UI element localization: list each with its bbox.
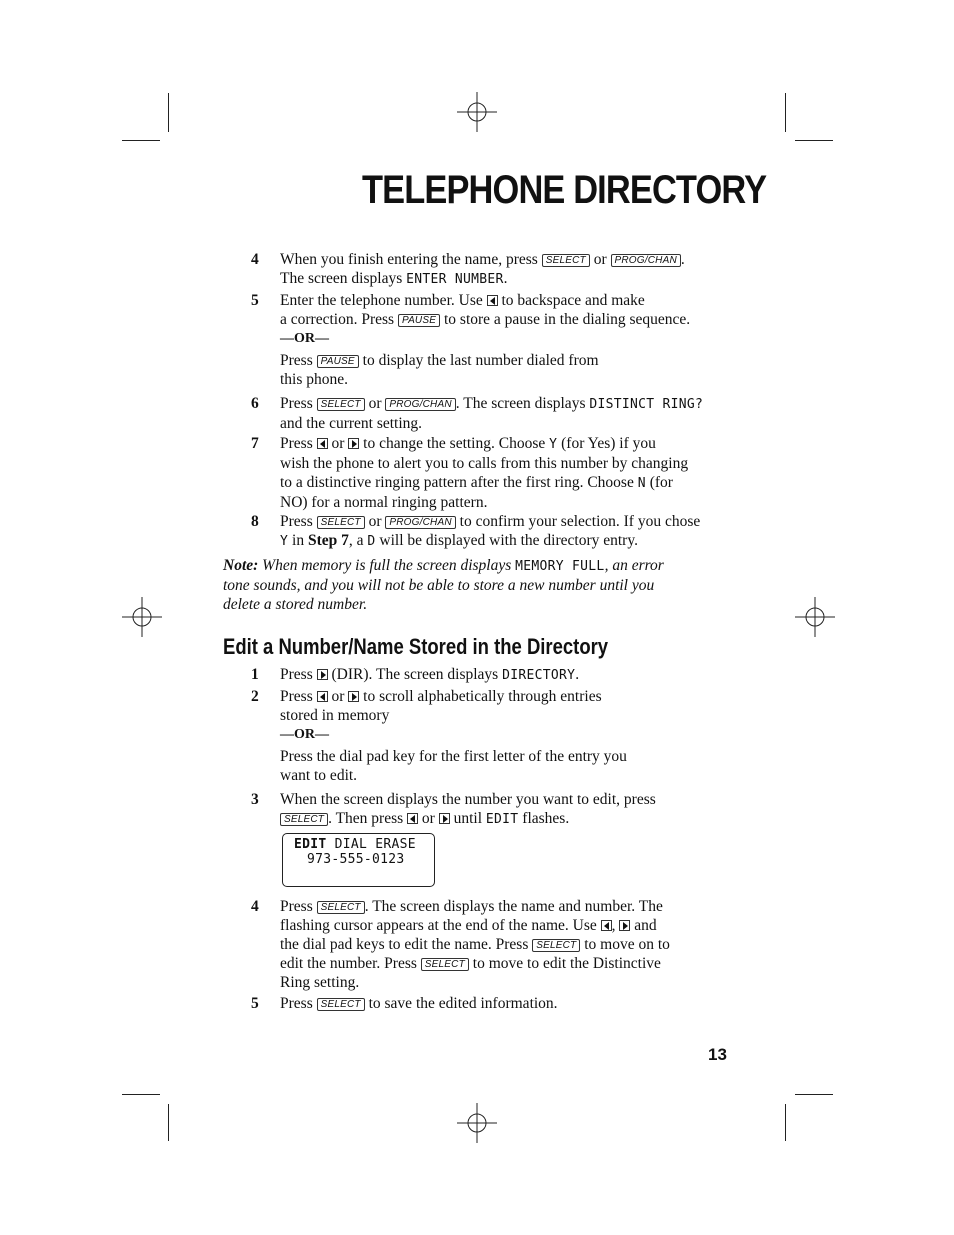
select-key: SELECT [532,939,580,952]
lcd-text: DIRECTORY [502,668,576,683]
prog-chan-key: PROG/CHAN [385,398,455,411]
step-number: 5 [251,292,259,309]
right-arrow-key-icon [348,438,359,449]
step-number: 4 [251,251,259,268]
page-number: 13 [708,1045,727,1064]
lcd-text: Y [549,437,558,452]
left-arrow-key-icon [317,438,328,449]
prog-chan-key: PROG/CHAN [385,516,455,529]
step-number: 6 [251,395,259,412]
lcd-text: DISTINCT RING? [589,397,704,412]
step-number: 2 [251,688,259,705]
lcd-text: MEMORY FULL [515,559,605,574]
lcd-options: DIAL ERASE [326,837,416,852]
select-key: SELECT [317,998,365,1011]
crop-mark [122,140,160,141]
registration-crosshair-icon [457,1103,497,1143]
note: Note: When memory is full the screen displays MEMORY FULL, an error tone sounds, and you will not be able to store a new number until you delete a stored number. [223,557,664,613]
crop-mark [785,93,786,132]
select-key: SELECT [542,254,590,267]
select-key: SELECT [317,901,365,914]
step-reference: Step 7 [307,532,349,549]
crop-mark [168,93,169,132]
lcd-text: ENTER NUMBER [406,272,504,287]
right-arrow-key-icon [348,691,359,702]
step-number: 8 [251,513,259,530]
step-number: 3 [251,791,259,808]
select-key: SELECT [317,516,365,529]
pause-key: PAUSE [398,314,440,327]
lcd-text: EDIT [485,812,519,827]
select-key: SELECT [280,813,328,826]
prog-chan-key: PROG/CHAN [611,254,681,267]
left-arrow-key-icon [601,920,612,931]
left-arrow-key-icon [487,295,498,306]
page-title: TELEPHONE DIRECTORY [362,168,767,212]
select-key: SELECT [421,958,469,971]
registration-crosshair-icon [122,597,162,637]
left-arrow-key-icon [407,813,418,824]
right-arrow-key-icon [439,813,450,824]
select-key: SELECT [317,398,365,411]
crop-mark [795,140,833,141]
right-arrow-key-icon [619,920,630,931]
pause-key: PAUSE [317,355,359,368]
crop-mark [795,1094,833,1095]
lcd-text: N [637,476,646,491]
registration-crosshair-icon [795,597,835,637]
lcd-text: Y [280,534,289,549]
section-heading: Edit a Number/Name Stored in the Directory [223,634,609,659]
note-label: Note: [223,557,259,574]
crop-mark [785,1104,786,1141]
step-number: 5 [251,995,259,1012]
lcd-text: D [367,534,376,549]
lcd-phone-number: 973-555-0123 [307,852,405,867]
right-arrow-key-icon [317,669,328,680]
registration-crosshair-icon [457,92,497,132]
crop-mark [122,1094,160,1095]
or-separator: —OR— [280,331,329,346]
crop-mark [168,1104,169,1141]
step-number: 4 [251,898,259,915]
lcd-edit-option: EDIT [294,837,327,852]
or-separator: —OR— [280,727,329,742]
step-number: 7 [251,435,259,452]
lcd-screen-display [282,833,435,887]
step-number: 1 [251,666,259,683]
left-arrow-key-icon [317,691,328,702]
